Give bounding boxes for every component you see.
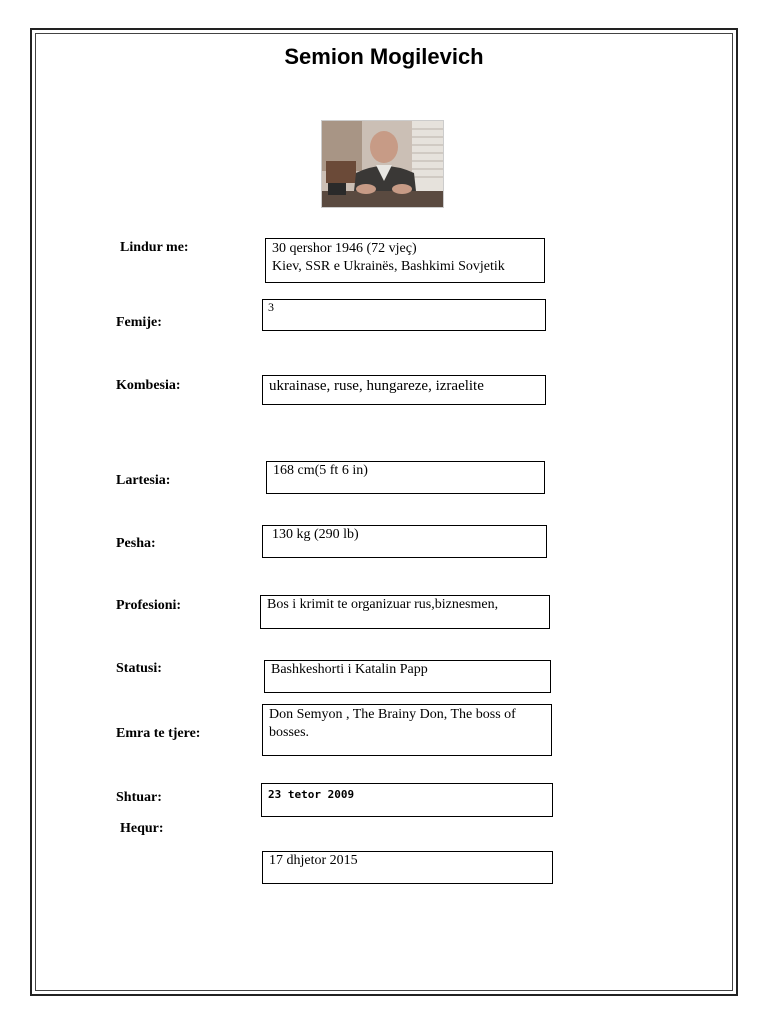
value-statusi-text: Bashkeshorti i Katalin Papp: [271, 662, 428, 677]
label-femije: Femije:: [116, 315, 162, 330]
value-femije: [262, 299, 546, 331]
portrait-photo: [321, 120, 444, 208]
value-profesioni-text: Bos i krimit te organizuar rus,biznesmen,: [267, 597, 499, 612]
value-kombesia: [262, 375, 546, 405]
value-lindur-me-line-1: 30 qershor 1946 (72 vjeç): [272, 241, 417, 256]
value-lartesia-text: 168 cm(5 ft 6 in): [273, 463, 368, 478]
label-shtuar: Shtuar:: [116, 790, 162, 805]
label-lartesia: Lartesia:: [116, 473, 171, 488]
value-hequr-text: 17 dhjetor 2015: [269, 853, 358, 868]
page-title: Semion Mogilevich: [284, 44, 484, 69]
value-lindur-me: [265, 238, 545, 283]
value-profesioni: [260, 595, 550, 629]
value-lindur-me-line-2: Kiev, SSR e Ukrainës, Bashkimi Sovjetik: [272, 259, 505, 274]
value-shtuar-text: 23 tetor 2009: [268, 788, 355, 801]
value-pesha-text: 130 kg (290 lb): [272, 527, 359, 542]
label-pesha: Pesha:: [116, 536, 156, 551]
label-profesioni: Profesioni:: [116, 598, 182, 613]
value-lartesia: [266, 461, 545, 494]
label-kombesia: Kombesia:: [116, 378, 181, 393]
value-shtuar: [261, 783, 553, 817]
label-hequr: Hequr:: [120, 821, 164, 836]
value-emra-te-tjere-line-2: bosses.: [269, 725, 310, 740]
value-pesha: [262, 525, 547, 558]
value-femije-text: 3: [268, 300, 274, 314]
value-emra-te-tjere: [262, 704, 552, 756]
value-hequr: [262, 851, 553, 884]
value-kombesia-text: ukrainase, ruse, hungareze, izraelite: [269, 378, 484, 394]
value-emra-te-tjere-line-1: Don Semyon , The Brainy Don, The boss of: [269, 707, 516, 722]
label-lindur-me: Lindur me:: [120, 240, 189, 255]
value-statusi: [264, 660, 551, 693]
label-statusi: Statusi:: [116, 661, 162, 676]
label-emra-te-tjere: Emra te tjere:: [116, 726, 201, 741]
